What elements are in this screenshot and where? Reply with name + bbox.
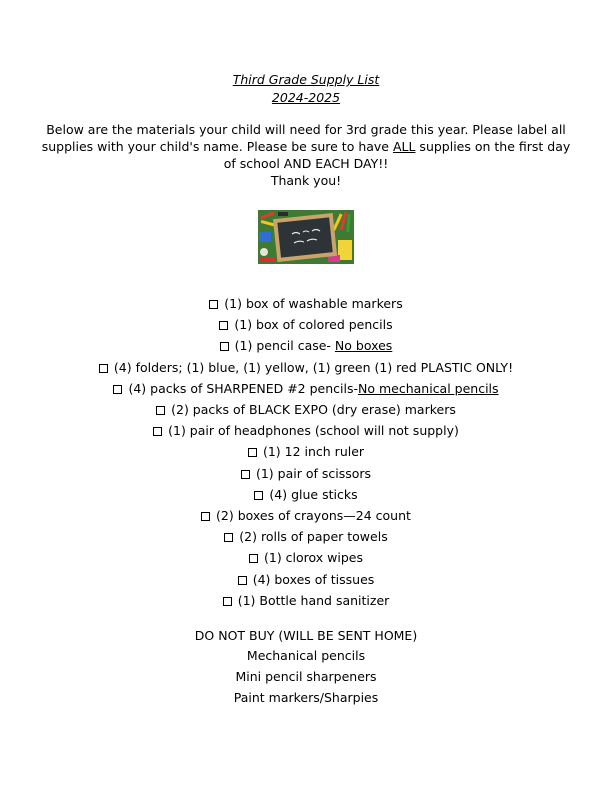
do-not-buy-item: Mini pencil sharpeners	[235, 669, 377, 684]
supply-item-text: (4) boxes of tissues	[252, 571, 375, 587]
checkbox-icon[interactable]	[113, 385, 122, 394]
supply-item-text: (1) pencil case-	[234, 338, 335, 354]
supply-item-text: (4) glue sticks	[269, 486, 358, 502]
do-not-buy-heading: DO NOT BUY (WILL BE SENT HOME)	[194, 628, 418, 643]
supply-item-text: (1) Bottle hand sanitizer	[237, 592, 390, 608]
supply-item	[40, 505, 572, 526]
title-line-2: 2024-2025	[271, 90, 341, 105]
checkbox-icon[interactable]	[224, 533, 233, 542]
chalkboard-illustration	[258, 210, 354, 264]
supply-item-text: (4) packs of SHARPENED #2 pencils-	[128, 380, 358, 396]
title-line-1: Third Grade Supply List	[232, 72, 380, 87]
supply-item	[40, 463, 572, 484]
checkbox-icon[interactable]	[254, 491, 263, 500]
supply-item-text: (4) folders; (1) blue, (1) yellow, (1) green (1) red PLASTIC ONLY!	[113, 359, 514, 375]
intro-emphasis: ALL	[392, 139, 416, 154]
checkbox-icon[interactable]	[209, 300, 218, 309]
supply-item	[40, 314, 572, 335]
supply-item-text: (1) 12 inch ruler	[262, 444, 365, 460]
thank-you-text: Thank you!	[270, 173, 342, 188]
supply-item	[40, 547, 572, 568]
document-title	[40, 71, 572, 107]
supply-item	[40, 293, 572, 314]
supply-item	[40, 378, 572, 399]
supply-item	[40, 420, 572, 441]
intro-paragraph	[40, 121, 572, 172]
intro-text-start: Below are the materials your child will need for 3rd grade this year. Please label all supplies with your child's name. Please be sure to have	[41, 122, 566, 154]
intro-text-end: supplies on the first day of school AND EACH DAY!!	[223, 139, 571, 171]
checkbox-icon[interactable]	[99, 364, 108, 373]
checkbox-icon[interactable]	[156, 406, 165, 415]
checkbox-icon[interactable]	[201, 512, 210, 521]
supply-item-text: (1) box of colored pencils	[234, 317, 393, 333]
checkbox-icon[interactable]	[220, 342, 229, 351]
supply-item-note: No boxes	[334, 338, 393, 354]
supply-item-text: (2) rolls of paper towels	[239, 529, 388, 545]
supply-item-text: (1) clorox wipes	[263, 550, 363, 566]
supply-item	[40, 335, 572, 356]
do-not-buy-item: Mechanical pencils	[246, 648, 366, 663]
supply-item	[40, 399, 572, 420]
supply-item-text: (2) boxes of crayons—24 count	[216, 508, 411, 524]
supply-item	[40, 484, 572, 505]
checkbox-icon[interactable]	[219, 321, 228, 330]
supply-checklist	[40, 293, 572, 611]
supply-item	[40, 569, 572, 590]
checkbox-icon[interactable]	[241, 470, 250, 479]
back-to-school-image	[258, 210, 354, 264]
supply-item	[40, 357, 572, 378]
supply-item-text: (1) pair of headphones (school will not supply)	[168, 423, 459, 439]
supply-item-text: (1) pair of scissors	[255, 465, 372, 481]
supply-item-note: No mechanical pencils	[358, 380, 499, 396]
checkbox-icon[interactable]	[249, 554, 258, 563]
do-not-buy-section	[40, 627, 572, 708]
do-not-buy-item: Paint markers/Sharpies	[233, 690, 379, 705]
supply-item	[40, 526, 572, 547]
supply-item-text: (1) box of washable markers	[224, 296, 403, 311]
supply-item	[40, 441, 572, 462]
checkbox-icon[interactable]	[223, 597, 232, 606]
checkbox-icon[interactable]	[238, 576, 247, 585]
checkbox-icon[interactable]	[153, 427, 162, 436]
checkbox-icon[interactable]	[248, 448, 257, 457]
supply-item-text: (2) packs of BLACK EXPO (dry erase) markers	[171, 402, 456, 418]
supply-item	[40, 590, 572, 611]
